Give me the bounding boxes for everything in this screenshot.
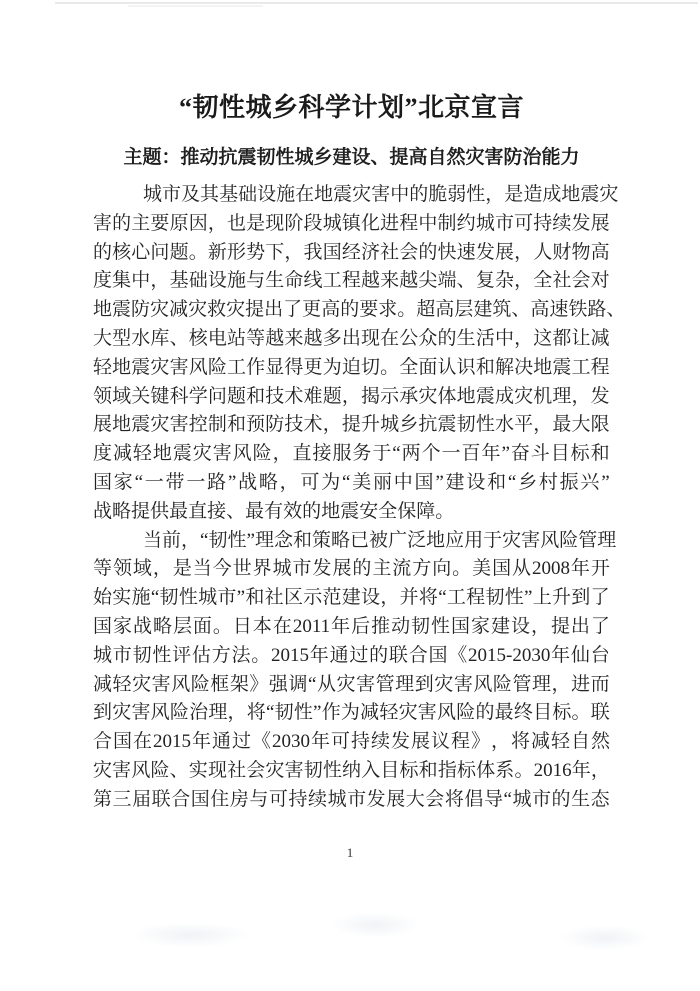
paragraph-line: 国 家 战 略 层 面 。 日 本 在 2011 年 后 推 动 韧 性 国 家 建 设 ， 提 出 了 bbox=[93, 615, 610, 637]
document-content bbox=[93, 0, 626, 815]
paragraph-line: 始 实 施 “ 韧 性 城 市 ” 和 社 区 示 范 建 设 ， 并 将 “ 工 程 韧 性 ” 上 升 到 了 bbox=[93, 587, 610, 609]
scan-smudge-artifact bbox=[560, 925, 650, 951]
paragraph-line: 城 市 韧 性 评 估 方 法 。 2015 年 通 过 的 联 合 国 《 2015-2030 年 仙 台 bbox=[93, 644, 610, 666]
paragraph-line: 度 集 中 ， 基 础 设 施 与 生 命 线 工 程 越 来 越 尖 端 、 复 杂 ， 全 社 会 对 bbox=[93, 270, 610, 292]
paragraph-line: 合 国 在 2015 年 通 过 《 2030 年 可 持 续 发 展 议 程 》 ， 将 减 轻 自 然 bbox=[93, 731, 610, 753]
scan-smudge-artifact bbox=[330, 912, 420, 938]
paragraph-line: 国 家 “ 一 带 一 路 ” 战 略 ， 可 为 “ 美 丽 中 国 ” 建 设 和 “ 乡 村 振 兴 ” bbox=[93, 471, 610, 493]
page-number: 1 bbox=[346, 845, 354, 860]
paragraph-line: 领 域 关 键 科 学 问 题 和 技 术 难 题 ， 揭 示 承 灾 体 地 震 成 灾 机 理 ， 发 bbox=[93, 385, 610, 407]
paragraph-line: 度 减 轻 地 震 灾 害 风 险 ， 直 接 服 务 于 “ 两 个 一 百 年 ” 奋 斗 目 标 和 bbox=[93, 443, 610, 465]
paragraph-line: 的 核 心 问 题 。 新 形 势 下 ， 我 国 经 济 社 会 的 快 速 发 展 ， 人 财 物 高 bbox=[93, 241, 610, 263]
paragraph-line: 轻 地 震 灾 害 风 险 工 作 显 得 更 为 迫 切 。 全 面 认 识 和 解 决 地 震 工 程 bbox=[93, 356, 610, 378]
paragraph-line: 大 型 水 库 、 核 电 站 等 越 来 越 多 出 现 在 公 众 的 生 活 中 ， 这 都 让 减 bbox=[93, 327, 610, 349]
paragraph-line: 第 三 届 联 合 国 住 房 与 可 持 续 城 市 发 展 大 会 将 倡 导 “ 城 市 的 生 态 bbox=[93, 788, 610, 810]
paragraph-line: 等 领 域 ， 是 当 今 世 界 城 市 发 展 的 主 流 方 向 。 美 国 从 2008 年 开 bbox=[93, 558, 610, 580]
document-subtitle: 主题：推动抗震韧性城乡建设、提高自然灾害防治能力 bbox=[123, 147, 580, 168]
scan-smudge-artifact bbox=[130, 922, 250, 948]
paragraph-line: 当 前 ， “ 韧 性 ” 理 念 和 策 略 已 被 广 泛 地 应 用 于 灾 害 风 险 管 理 bbox=[143, 529, 617, 551]
paragraph-line: 战 略 提 供 最 直 接 、 最 有 效 的 地 震 安 全 保 障 。 bbox=[93, 500, 455, 522]
paragraph-line: 灾 害 风 险 、 实 现 社 会 灾 害 韧 性 纳 入 目 标 和 指 标 体 系 。 2016 年 ， bbox=[93, 759, 610, 781]
document-title: “韧性城乡科学计划”北京宣言 bbox=[178, 93, 524, 122]
document-body bbox=[93, 181, 626, 815]
paragraph-line: 到 灾 害 风 险 治 理 ， 将 “ 韧 性 ” 作 为 减 轻 灾 害 风 险 的 最 终 目 标 。 联 bbox=[93, 702, 610, 724]
paragraph-line: 害 的 主 要 原 因 ， 也 是 现 阶 段 城 镇 化 进 程 中 制 约 城 市 可 持 续 发 展 bbox=[93, 212, 610, 234]
paragraph-line: 展 地 震 灾 害 控 制 和 预 防 技 术 ， 提 升 城 乡 抗 震 韧 性 水 平 ， 最 大 限 bbox=[93, 414, 610, 436]
paragraph-line: 城 市 及 其 基 础 设 施 在 地 震 灾 害 中 的 脆 弱 性 ， 是 造 成 地 震 灾 bbox=[143, 184, 619, 205]
paragraph-line: 减 轻 灾 害 风 险 框 架 》 强 调 “ 从 灾 害 管 理 到 灾 害 风 险 管 理 ， 进 而 bbox=[93, 673, 610, 695]
paragraph-line: 地 震 防 灾 减 灾 救 灾 提 出 了 更 高 的 要 求 。 超 高 层 建 筑 、 高 速 铁 路 、 bbox=[93, 299, 626, 321]
